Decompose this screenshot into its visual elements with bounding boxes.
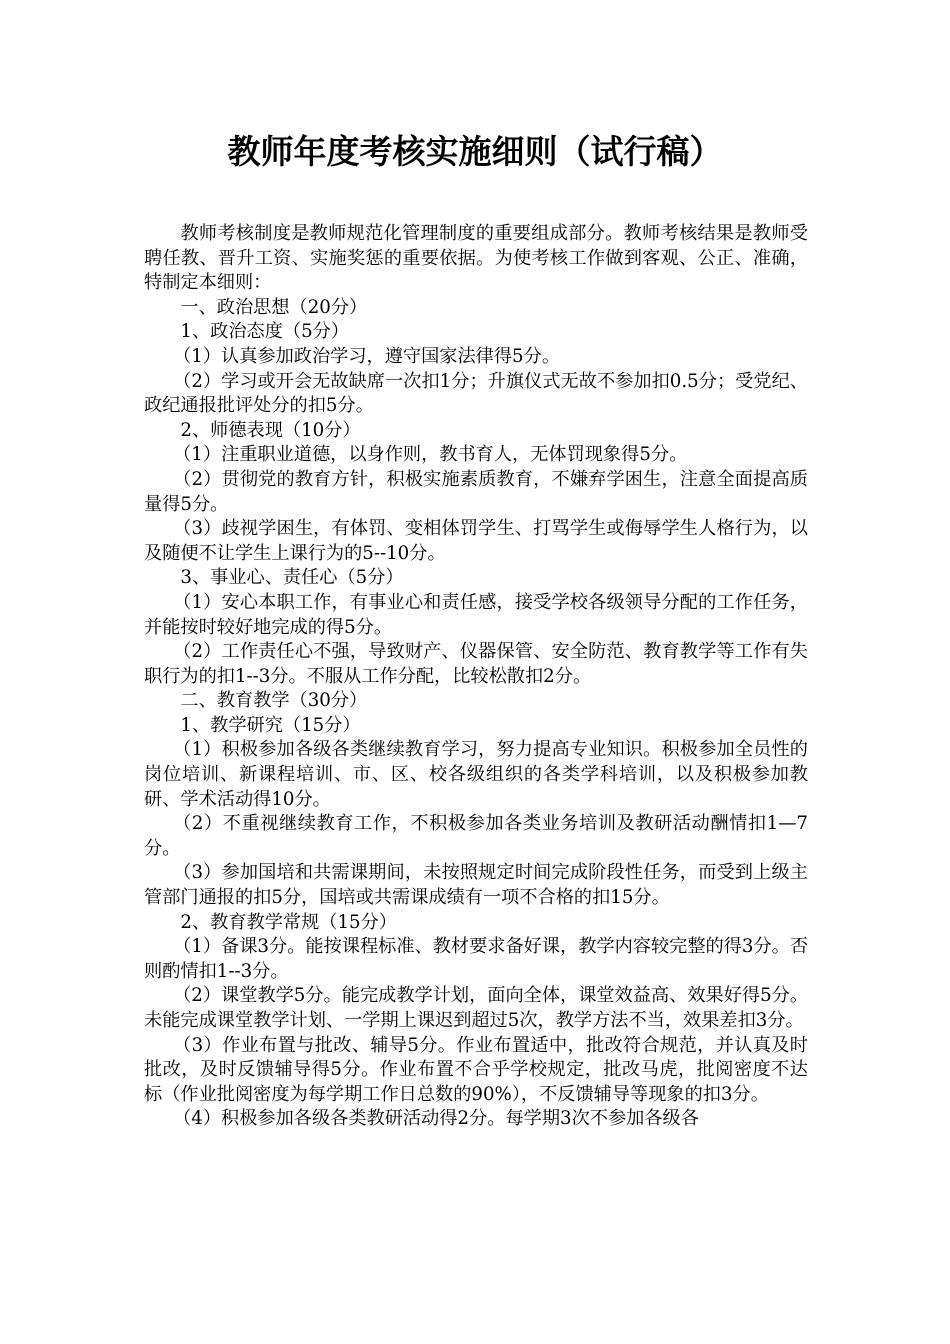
subsection-teaching-routine: 2、教育教学常规（15分） <box>180 911 397 933</box>
section-heading-teaching: 二、教育教学（30分） <box>180 690 368 712</box>
subsection-ethics: 2、师德表现（10分） <box>180 419 361 441</box>
document-title: 教师年度考核实施细则（试行稿） <box>227 132 723 171</box>
item-paragraph: （2）课堂教学5分。能完成教学计划，面向全体，课堂效益高、效果好得5分。未能完成课堂教学计划、一学期上课迟到超过5次，教学方法不当，效果差扣3分。 <box>144 985 809 1031</box>
item-paragraph: （2）贯彻党的教育方针，积极实施素质教育，不嫌弃学困生，注意全面提高质量得5分。 <box>144 468 808 515</box>
item-paragraph: （4）积极参加各级各类教研活动得2分。每学期3次不参加各级各 <box>173 1108 699 1130</box>
subsection-teaching-research: 1、教学研究（15分） <box>180 714 361 736</box>
item-paragraph: （1）认真参加政治学习，遵守国家法律得5分。 <box>173 345 561 367</box>
item-paragraph: （1）备课3分。能按课程标准、教材要求备好课，教学内容较完整的得3分。否则酌情扣1--3分。 <box>144 936 809 982</box>
item-paragraph: （3）作业布置与批改、辅导5分。作业布置适中，批改符合规范，并认真及时批改，及时反馈辅导得5分。作业布置不合乎学校规定，批改马虎，批阅密度不达标（作业批阅密度为每学期工作日总数的90%），不反馈辅导等现象的扣3分。 <box>144 1034 808 1105</box>
item-paragraph: （1）积极参加各级各类继续教育学习，努力提高专业知识。积极参加全员性的岗位培训、新课程培训、市、区、校各级组织的各类学科培训，以及积极参加教研、学术活动得10分。 <box>144 739 808 810</box>
item-paragraph: （2）工作责任心不强，导致财产、仪器保管、安全防范、教育教学等工作有失职行为的扣1--3分。不服从工作分配，比较松散扣2分。 <box>144 641 808 687</box>
intro-paragraph: 教师考核制度是教师规范化管理制度的重要组成部分。教师考核结果是教师受聘任教、晋升工资、实施奖惩的重要依据。为使考核工作做到客观、公正、准确，特制定本细则： <box>144 223 808 294</box>
document-body <box>144 222 808 1132</box>
item-paragraph: （1）注重职业道德，以身作则，教书育人，无体罚现象得5分。 <box>173 444 688 466</box>
item-paragraph: （3）歧视学困生，有体罚、变相体罚学生、打骂学生或侮辱学生人格行为，以及随便不让学生上课行为的5--10分。 <box>144 518 808 564</box>
section-heading-political: 一、政治思想（20分） <box>180 296 368 318</box>
item-paragraph: （2）不重视继续教育工作，不积极参加各类业务培训及教研活动酬情扣1—7分。 <box>144 813 808 859</box>
item-paragraph: （1）安心本职工作，有事业心和责任感，接受学校各级领导分配的工作任务，并能按时较好地完成的得5分。 <box>144 591 808 638</box>
subsection-political-attitude: 1、政治态度（5分） <box>180 321 350 343</box>
item-paragraph: （2）学习或开会无故缺席一次扣1分；升旗仪式无故不参加扣0.5分；受党纪、政纪通报批评处分的扣5分。 <box>144 370 808 417</box>
item-paragraph: （3）参加国培和共需课期间，未按照规定时间完成阶段性任务，而受到上级主管部门通报的扣5分，国培或共需课成绩有一项不合格的扣15分。 <box>144 862 808 909</box>
subsection-responsibility: 3、事业心、责任心（5分） <box>180 567 404 589</box>
